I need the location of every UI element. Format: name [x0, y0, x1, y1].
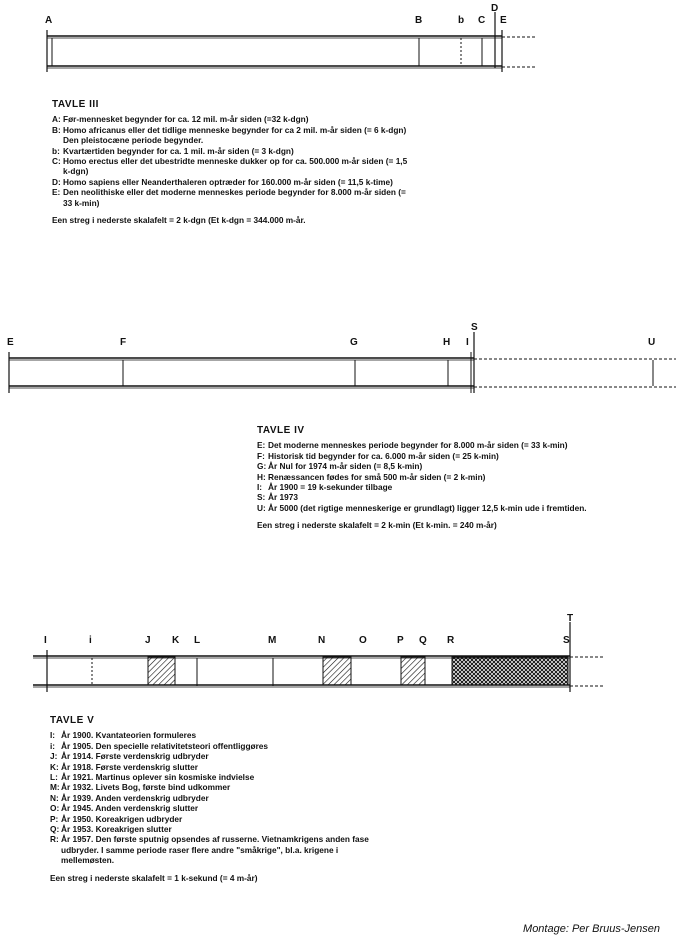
tavle5-legend [50, 716, 370, 883]
legend-item-key: E: [257, 440, 266, 451]
legend-item-text: Renæssancen fødes for små 500 m-år siden (= 2 k-min) [268, 471, 486, 482]
tavle4-label-S: S [471, 322, 478, 333]
legend-item-text: Før-mennesket begynder for ca. 12 mil. m-år siden (=32 k-dgn) [63, 114, 309, 125]
tavle5-label-i: i [89, 635, 92, 646]
legend-item-key: R: [50, 834, 59, 845]
legend-item-text: Homo sapiens eller Neanderthaleren optræder for 160.000 m-år siden (= 11,5 k-time) [63, 176, 393, 187]
legend-item [257, 492, 587, 502]
legend-item [52, 177, 412, 187]
tavle3-items [52, 114, 412, 208]
tavle5-label-O: O [359, 635, 367, 646]
tavle4-label-G: G [350, 337, 358, 348]
legend-item [50, 834, 370, 865]
legend-item-key: S: [257, 492, 266, 503]
tavle5-label-Q: Q [419, 635, 427, 646]
legend-item [52, 156, 412, 177]
legend-item-text: År 1900 = 19 k-sekunder tilbage [268, 482, 393, 493]
legend-item-text: År 1953. Koreakrigen slutter [61, 824, 172, 835]
legend-item-key: M: [50, 782, 60, 793]
legend-item [50, 793, 370, 803]
tavle4-scale-note: Een streg i nederste skalafelt = 2 k-min (Et k-min. = 240 m-år) [257, 520, 497, 531]
tavle5-label-I: I [44, 635, 47, 646]
legend-item-key: b: [52, 145, 60, 156]
legend-item [52, 187, 412, 208]
legend-item [257, 461, 587, 471]
tavle3-label-C: C [478, 15, 486, 26]
legend-item-key: G: [257, 461, 267, 472]
legend-item-text: År 1939. Anden verdenskrig udbryder [61, 792, 209, 803]
legend-item [50, 782, 370, 792]
legend-item-text: Homo africanus eller det tidlige menneske begynder for ca 2 mil. m-år siden (= 6 k-dgn) Den pleistocæne periode begynder. [63, 124, 407, 146]
legend-item-text: År 1921. Martinus oplever sin kosmiske indvielse [61, 772, 255, 783]
tavle5-items [50, 730, 370, 865]
legend-item-key: i: [50, 740, 56, 751]
tavle3-timeline [45, 3, 535, 72]
legend-item [50, 762, 370, 772]
legend-item [257, 451, 587, 461]
tavle3-title: TAVLE III [52, 99, 99, 110]
legend-item-key: J: [50, 751, 58, 762]
legend-item-text: År 1918. Første verdenskrig slutter [61, 761, 198, 772]
legend-item-text: År 1973 [268, 492, 298, 503]
legend-item-key: D: [52, 176, 61, 187]
legend-item-text: År Nul for 1974 m-år siden (= 8,5 k-min) [268, 461, 423, 472]
legend-item [50, 803, 370, 813]
tavle5-label-K: K [172, 635, 180, 646]
legend-item-text: År 5000 (det rigtige menneskerige er grundlagt) ligger 12,5 k-min ude i fremtiden. [268, 502, 587, 513]
legend-item-text: År 1900. Kvantateorien formuleres [61, 730, 197, 741]
legend-item-key: L: [50, 772, 58, 783]
tavle4-timeline [7, 322, 676, 393]
legend-item-text: Homo erectus eller det ubestridte menneske dukker op for ca. 500.000 m-år siden (= 1,5 k-dgn) [63, 156, 408, 177]
legend-item-key: Q: [50, 824, 60, 835]
legend-item-key: F: [257, 450, 265, 461]
legend-item [50, 751, 370, 761]
tavle3-label-B: B [415, 15, 423, 26]
tavle5-timeline [33, 613, 604, 692]
tavle5-label-J: J [145, 635, 151, 646]
legend-item [50, 741, 370, 751]
tavle3-label-E: E [500, 15, 507, 26]
montage-credit: Montage: Per Bruus-Jensen [523, 923, 660, 935]
tavle3-label-A: A [45, 15, 53, 26]
legend-item-key: E: [52, 187, 61, 198]
legend-item-text: År 1957. Den første sputnig opsendes af russerne. Vietnamkrigens anden fase udbryder. I samme periode raser flere andre "småkrige", bl.a. krigene i mellemøsten. [61, 834, 369, 866]
legend-item-key: B: [52, 124, 61, 135]
tavle5-label-L: L [194, 635, 201, 646]
tavle5-label-N: N [318, 635, 326, 646]
legend-item-key: O: [50, 803, 60, 814]
tavle3-label-b: b [458, 15, 465, 26]
legend-item-text: År 1914. Første verdenskrig udbryder [61, 751, 209, 762]
legend-item-key: C: [52, 156, 61, 167]
legend-item [257, 503, 587, 513]
legend-item [257, 440, 587, 450]
legend-item-key: K: [50, 761, 59, 772]
legend-item [50, 814, 370, 824]
legend-item [52, 125, 412, 146]
legend-item-key: P: [50, 813, 59, 824]
legend-item-key: I: [50, 730, 56, 741]
tavle5-label-T: T [567, 613, 574, 624]
legend-item [50, 824, 370, 834]
legend-item [257, 482, 587, 492]
legend-item-text: År 1932. Livets Bog, første bind udkommer [61, 782, 231, 793]
tavle5-label-P: P [397, 635, 404, 646]
legend-item [52, 146, 412, 156]
tavle3-legend [52, 100, 412, 225]
tavle5-scale-note: Een streg i nederste skalafelt = 1 k-sekund (= 4 m-år) [50, 872, 258, 883]
tavle4-label-F: F [120, 337, 127, 348]
legend-item-text: År 1905. Den specielle relativitetsteori offentliggøres [61, 740, 269, 751]
legend-item-key: U: [257, 502, 266, 513]
legend-item [50, 730, 370, 740]
legend-item-text: Kvartærtiden begynder for ca. 1 mil. m-år siden (= 3 k-dgn) [63, 145, 294, 156]
legend-item-text: Det moderne menneskes periode begynder for 8.000 m-år siden (= 33 k-min) [268, 440, 568, 451]
tavle4-label-E: E [7, 337, 14, 348]
tavle3-label-D: D [491, 3, 499, 14]
tavle4-items [257, 440, 587, 513]
tavle4-title: TAVLE IV [257, 425, 305, 436]
legend-item-text: Historisk tid begynder for ca. 6.000 m-år siden (= 25 k-min) [268, 450, 499, 461]
legend-item-text: År 1950. Koreakrigen udbryder [61, 813, 183, 824]
tavle5-title: TAVLE V [50, 715, 95, 726]
legend-item-key: H: [257, 471, 266, 482]
legend-item-key: I: [257, 482, 263, 493]
tavle5-label-S: S [563, 635, 570, 646]
legend-item-text: Den neolithiske eller det moderne menneskes periode begynder for 8.000 m-år siden (= 33 k-min) [63, 187, 406, 208]
legend-item [50, 772, 370, 782]
legend-item [257, 472, 587, 482]
legend-item [52, 114, 412, 124]
tavle5-label-R: R [447, 635, 455, 646]
tavle4-label-H: H [443, 337, 451, 348]
tavle5-label-M: M [268, 635, 277, 646]
tavle4-label-I: I [466, 337, 469, 348]
legend-item-key: N: [50, 792, 59, 803]
legend-item-key: A: [52, 114, 61, 125]
legend-item-text: År 1945. Anden verdenskrig slutter [61, 803, 199, 814]
tavle3-scale-note: Een streg i nederste skalafelt = 2 k-dgn (Et k-dgn = 344.000 m-år. [52, 215, 306, 226]
tavle4-legend [257, 426, 587, 531]
tavle4-label-U: U [648, 337, 656, 348]
